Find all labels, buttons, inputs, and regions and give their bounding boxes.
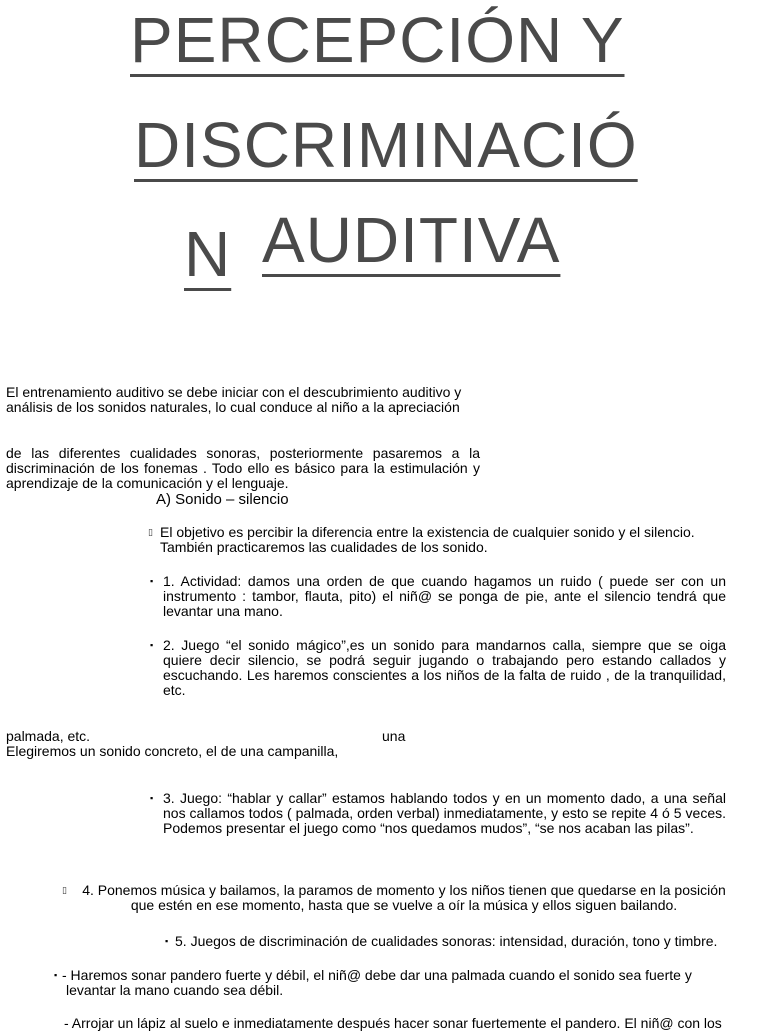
section-heading-a: A) Sonido – silencio (156, 491, 289, 508)
title-line-3-auditiva: AUDITIVA (262, 204, 561, 276)
list-item-5: 5. Juegos de discriminación de cualidades sonoras: intensidad, duración, tono y timbre. (175, 933, 718, 949)
bullet-icon: ▪ (165, 936, 169, 946)
checkbox-icon: ▯ (62, 885, 67, 895)
list-item-7: - Arrojar un lápiz al suelo e inmediatamente después hacer sonar fuertemente el pandero. El niñ@ con los (64, 1016, 722, 1031)
list-item-3: 3. Juego: “hablar y callar” estamos hablando todos y en un momento dado, a una señal nos callamos todos ( palmada, orden verbal) inmediatamente, y esto se repite 4 ó 5 veces. Podemos presentar el juego como “nos quedamos mudos”, “se nos acaban las pilas”. (163, 790, 726, 836)
intro-line-1: El entrenamiento auditivo se debe iniciar con el descubrimiento auditivo y (6, 384, 462, 400)
intro-paragraph-2: de las diferentes cualidades sonoras, posteriormente pasaremos a la discriminación de los fonemas . Todo ello es básico para la estimulación y aprendizaje de la comunicación y el lenguaje. (6, 445, 480, 491)
list-item-1: 1. Actividad: damos una orden de que cuando hagamos un ruido ( puede ser con un instrumento : tambor, flauta, pito) el niñ@ se ponga de pie, ante el silencio tendrá que levantar una mano. (163, 573, 726, 619)
bullet-icon: ▪ (150, 576, 154, 586)
checkbox-icon: ▯ (148, 527, 153, 537)
title-line-2: DISCRIMINACIÓ (134, 109, 638, 181)
bullet-icon: ▪ (150, 640, 154, 650)
fragment-elegiremos: Elegiremos un sonido concreto, el de una campanilla, (6, 743, 339, 759)
title-line-3-n: N (184, 218, 232, 290)
bullet-icon: ▪ (150, 793, 154, 803)
list-item-6: - Haremos sonar pandero fuerte y débil, el niñ@ debe dar una palmada cuando el sonido sea fuerte y levantar la mano cuando sea débil. (62, 967, 692, 998)
fragment-una: una (382, 728, 406, 744)
intro-line-2: análisis de los sonidos naturales, lo cual conduce al niño a la apreciación (6, 399, 460, 415)
objective-text: El objetivo es percibir la diferencia entre la existencia de cualquier sonido y el silencio. También practicaremos las cualidades de los sonido. (160, 524, 695, 555)
list-item-4: 4. Ponemos música y bailamos, la paramos de momento y los niños tienen que quedarse en la posición que estén en ese momento, hasta que se vuelve a oír la música y ellos siguen bailando. (82, 882, 726, 913)
fragment-palmada: palmada, etc. (6, 728, 91, 744)
list-item-2: 2. Juego “el sonido mágico”,es un sonido para mandarnos calla, siempre que se oiga quiere decir silencio, se podrá seguir jugando o trabajando pero estando callados y escuchando. Les haremos conscientes a los niños de la falta de ruido , de la tranquilidad, etc. (163, 637, 726, 698)
title-line-1: PERCEPCIÓN Y (130, 4, 625, 76)
bullet-icon: ▪ (54, 970, 58, 980)
